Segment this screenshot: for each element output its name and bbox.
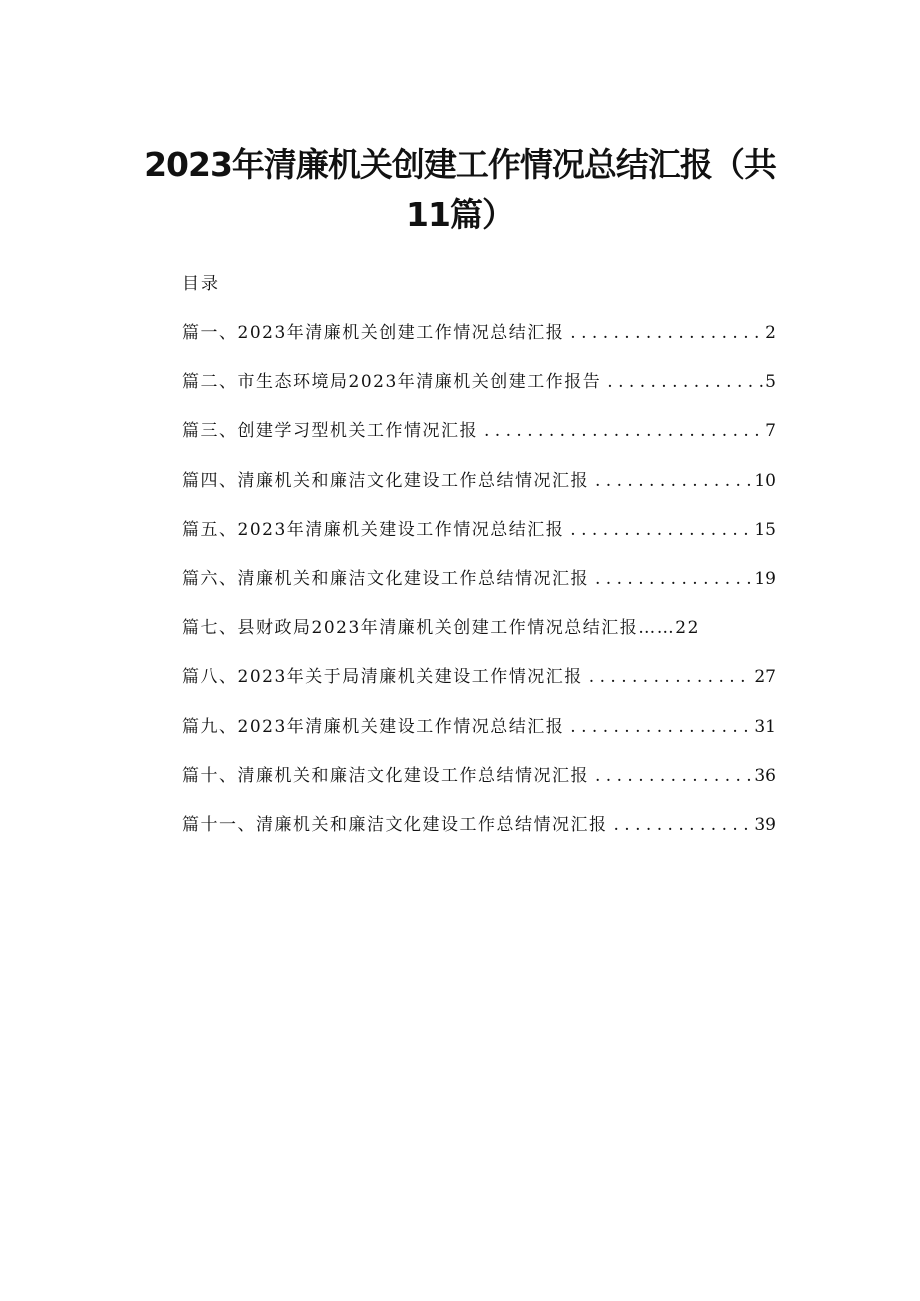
toc-entry-page-number: 19	[754, 568, 776, 589]
toc-entry-label: 篇二、市生态环境局2023年清廉机关创建工作报告	[182, 372, 602, 393]
toc-entry[interactable]	[182, 564, 776, 613]
toc-entry[interactable]	[182, 761, 776, 810]
toc-entry[interactable]	[182, 466, 776, 515]
toc-dot-leader	[607, 372, 763, 392]
toc-entry[interactable]	[182, 515, 776, 564]
toc-dot-leader	[570, 323, 763, 343]
toc-dot-leader	[614, 815, 753, 835]
toc-entry[interactable]	[182, 367, 776, 416]
toc-entry[interactable]	[182, 318, 776, 367]
toc-entry-label: 篇十一、清廉机关和廉洁文化建设工作总结情况汇报	[182, 814, 608, 835]
toc-entry-label: 篇九、2023年清廉机关建设工作情况总结汇报	[182, 716, 565, 737]
toc-entry[interactable]	[182, 613, 776, 662]
toc-entry-label: 篇四、清廉机关和廉洁文化建设工作总结情况汇报	[182, 470, 589, 491]
toc-dot-leader	[595, 766, 752, 786]
toc-entry[interactable]	[182, 416, 776, 465]
table-of-contents	[182, 318, 776, 859]
toc-entry-page-number: 2	[765, 323, 776, 343]
toc-dot-leader	[589, 667, 753, 687]
toc-dot-leader	[595, 471, 752, 491]
toc-entry-page-number: 31	[754, 716, 776, 737]
toc-dot-leader	[595, 569, 752, 589]
toc-dot-leader	[570, 520, 752, 540]
toc-entry[interactable]	[182, 810, 776, 859]
toc-entry-page-number: 27	[754, 667, 776, 688]
toc-entry-page-number: 36	[754, 765, 776, 786]
toc-dot-leader	[570, 717, 752, 737]
toc-entry-label: 篇三、创建学习型机关工作情况汇报	[182, 421, 478, 442]
toc-entry-label: 篇一、2023年清廉机关创建工作情况总结汇报	[182, 323, 565, 343]
toc-entry-page-number: 10	[754, 470, 776, 491]
toc-entry-label: 篇五、2023年清廉机关建设工作情况总结汇报	[182, 519, 565, 540]
document-title: 2023年清廉机关创建工作情况总结汇报（共11篇）	[144, 145, 776, 234]
toc-entry[interactable]	[182, 712, 776, 761]
toc-entry-label: 篇六、清廉机关和廉洁文化建设工作总结情况汇报	[182, 568, 589, 589]
toc-entry[interactable]	[182, 662, 776, 711]
toc-entry-label: 篇七、县财政局2023年清廉机关创建工作情况总结汇报……22	[182, 618, 700, 639]
toc-entry-page-number: 15	[754, 519, 776, 540]
toc-entry-page-number: 5	[765, 372, 776, 393]
toc-entry-page-number: 7	[765, 421, 776, 442]
toc-heading: 目录	[182, 274, 220, 294]
toc-entry-label: 篇八、2023年关于局清廉机关建设工作情况汇报	[182, 667, 583, 688]
toc-entry-label: 篇十、清廉机关和廉洁文化建设工作总结情况汇报	[182, 765, 589, 786]
toc-entry-page-number: 39	[754, 814, 776, 835]
toc-dot-leader	[484, 421, 763, 441]
